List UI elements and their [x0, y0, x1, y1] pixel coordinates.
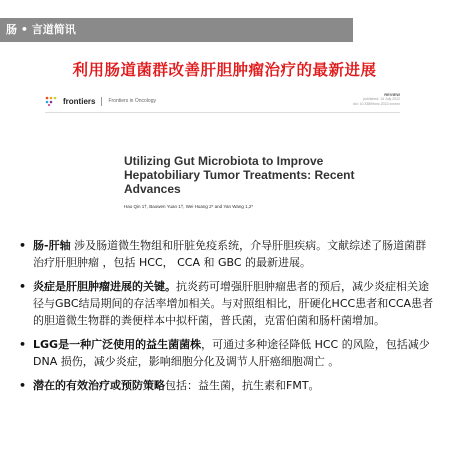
item-lead: LGG是一种广泛使用的益生菌菌株 — [33, 338, 202, 351]
list-item — [17, 278, 435, 329]
paper-title: Utilizing Gut Microbiota to Improve Hepatobiliary Tumor Treatments: Recent Advances — [124, 154, 355, 196]
item-lead: 炎症是肝胆肿瘤进展的关键。 — [33, 280, 176, 293]
item-text: 抗炎药可增强肝胆肿瘤患者的预后，减少炎症相关途径与GBC结局期间的存活率增加相关。与对照组相比，肝硬化HCC患者和CCA患者的胆道微生物群的粪便样本中拟杆菌，普氏菌，克雷伯菌和肠杆菌增加。 — [33, 280, 434, 327]
journal-name: Frontiers in Oncology — [108, 98, 156, 104]
page-title: 利用肠道菌群改善肝胆肿瘤治疗的最新进展 — [72, 61, 377, 79]
article-meta — [353, 92, 400, 107]
doi: doi: 10.3389/fonc.2022.xxxxxx — [352, 102, 400, 106]
divider-line — [45, 112, 400, 113]
item-text: 包括：益生菌，抗生素和FMT。 — [165, 379, 320, 392]
section-header: 肠 • 言道简讯 — [0, 18, 353, 42]
publisher-name: frontiers — [63, 96, 96, 106]
list-item — [17, 237, 435, 271]
journal-header — [45, 94, 156, 108]
list-item — [17, 377, 435, 394]
item-lead: 潜在的有效治疗或预防策略 — [33, 379, 165, 392]
published-date: published: 14 July 2022 — [363, 97, 400, 101]
item-text: ，可通过多种途径降低 HCC 的风险，包括减少 DNA 损伤，减少炎症，影响细胞分化及调节人肝癌细胞凋亡 。 — [33, 338, 430, 368]
summary-list — [17, 237, 435, 401]
item-text: 涉及肠道微生物组和肝脏免疫系统，介导肝胆疾病。文献综述了肠道菌群治疗肝胆肿瘤 ，包括 HCC， CCA 和 GBC 的最新进展。 — [33, 239, 427, 269]
paper-preview — [45, 90, 400, 225]
article-type: REVIEW — [384, 92, 400, 97]
divider — [101, 97, 102, 106]
frontiers-logo-icon — [45, 96, 59, 106]
item-lead: 肠-肝轴 — [33, 239, 71, 252]
paper-authors: Hao Qin 1†, Baowen Yuan 1†, Wei Huang 2* and Yan Wang 1,2* — [124, 204, 254, 209]
list-item — [17, 336, 435, 370]
